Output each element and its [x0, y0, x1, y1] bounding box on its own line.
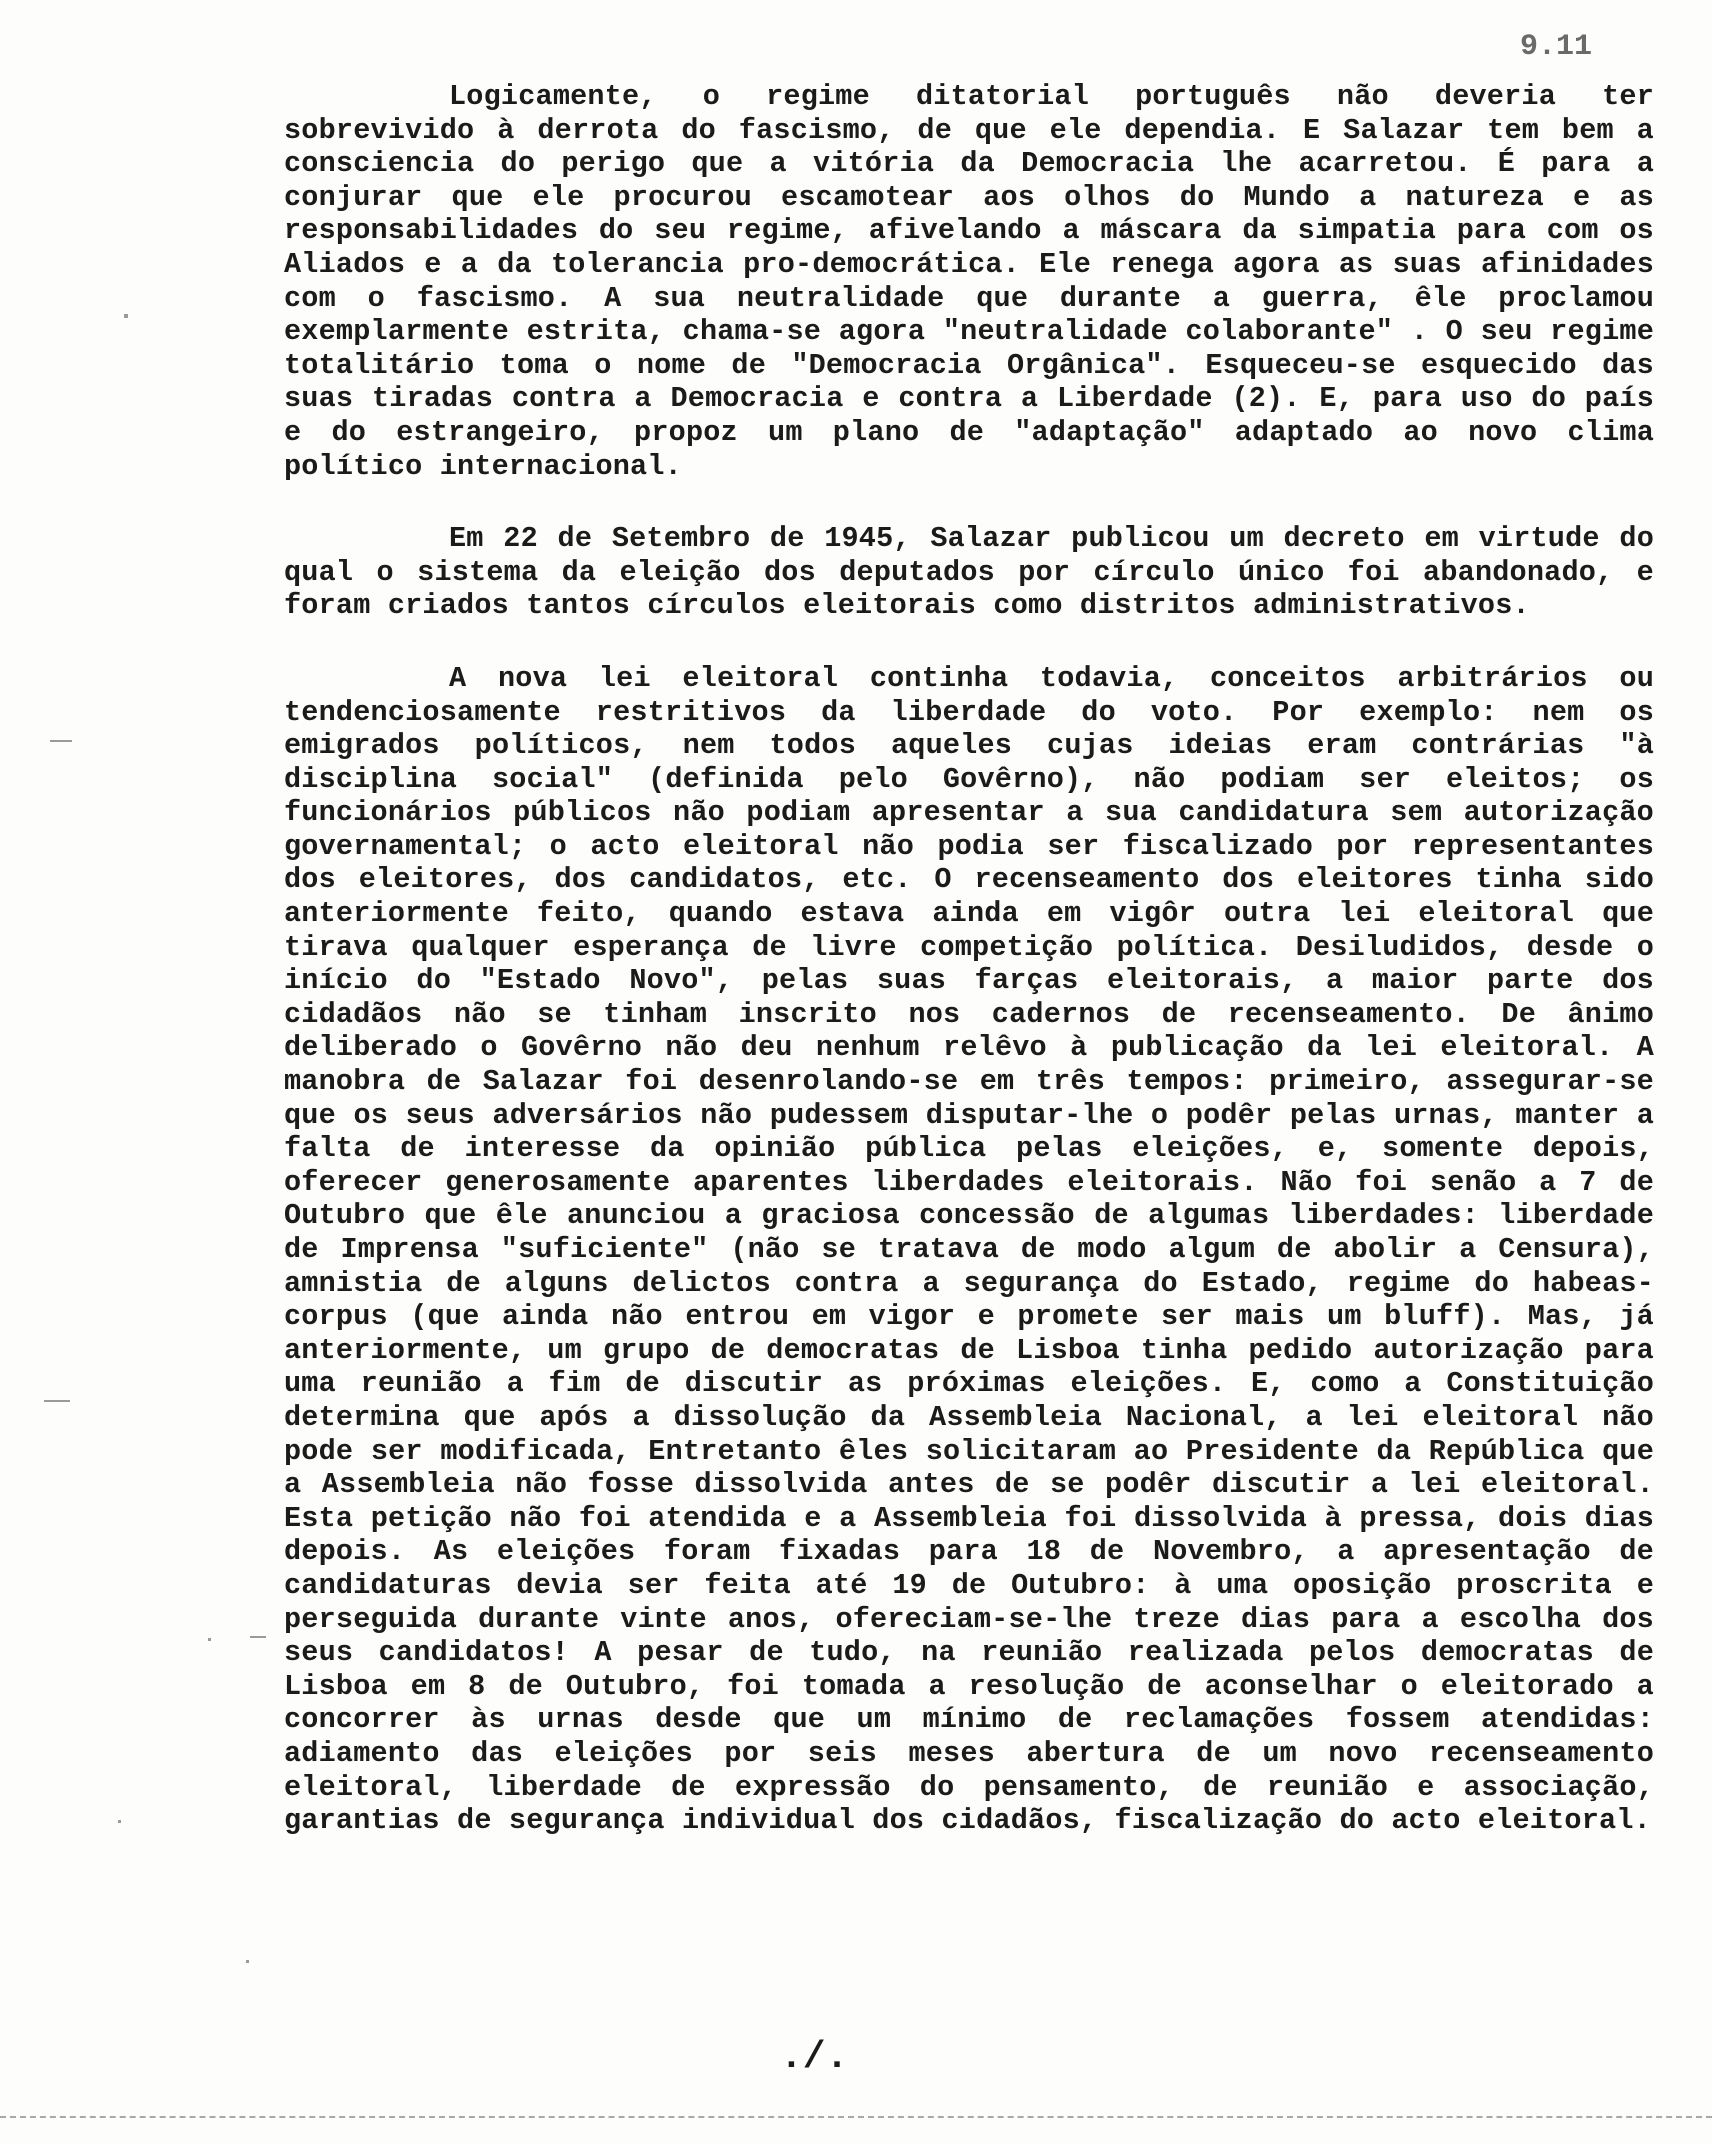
paragraph-2: Em 22 de Setembro de 1945, Salazar publicou um decreto em virtude do qual o sistema da eleição dos deputados por círculo único foi abandonado, e foram criados tantos círculos eleitorais como distritos administrativos. — [284, 522, 1654, 623]
document-body — [284, 80, 1654, 1838]
margin-dot — [118, 1820, 121, 1823]
margin-dot — [208, 1638, 211, 1641]
page-bottom-edge — [0, 2116, 1712, 2120]
page-number: 9.11 — [1519, 30, 1592, 64]
margin-dash — [44, 1400, 70, 1402]
margin-dot — [124, 314, 128, 318]
margin-dash — [250, 1636, 266, 1638]
paragraph-1: Logicamente, o regime ditatorial português não deveria ter sobrevivido à derrota do fascismo, de que ele dependia. E Salazar tem bem a consciencia do perigo que a vitória da Democracia lhe acarretou. É para a conjurar que ele procurou escamotear aos olhos do Mundo a natureza e as responsabilidades do seu regime, afivelando a máscara da simpatia para com os Aliados e a da tolerancia pro-democrática. Ele renega agora as suas afinidades com o fascismo. A sua neutralidade que durante a guerra, êle proclamou exemplarmente estrita, chama-se agora "neutralidade colaborante" . O seu regime totalitário toma o nome de "Democracia Orgânica". Esqueceu-se esquecido das suas tiradas contra a Democracia e contra a Liberdade (2). E, para uso do país e do estrangeiro, propoz um plano de "adaptação" adaptado ao novo clima político internacional. — [284, 80, 1654, 483]
continuation-mark: ./. — [780, 2036, 849, 2079]
margin-dot — [246, 1960, 249, 1963]
paragraph-3: A nova lei eleitoral continha todavia, conceitos arbitrários ou tendenciosamente restritivos da liberdade do voto. Por exemplo: nem os emigrados políticos, nem todos aqueles cujas ideias eram contrárias "à disciplina social" (definida pelo Govêrno), não podiam ser eleitos; os funcionários públicos não podiam apresentar a sua candidatura sem autorização governamental; o acto eleitoral não podia ser fiscalizado por representantes dos eleitores, dos candidatos, etc. O recenseamento dos eleitores tinha sido anteriormente feito, quando estava ainda em vigôr outra lei eleitoral que tirava qualquer esperança de livre competição política. Desiludidos, desde o início do "Estado Novo", pelas suas farças eleitorais, a maior parte dos cidadãos não se tinham inscrito nos cadernos de recenseamento. De ânimo deliberado o Govêrno não deu nenhum relêvo à publicação da lei eleitoral. A manobra de Salazar foi desenrolando-se em três tempos: primeiro, assegurar-se que os seus adversários não pudessem disputar-lhe o podêr pelas urnas, manter a falta de interesse da opinião pública pelas eleições, e, somente depois, oferecer generosamente aparentes liberdades eleitorais. Não foi senão a 7 de Outubro que êle anunciou a graciosa concessão de algumas liberdades: liberdade de Imprensa "suficiente" (não se tratava de modo algum de abolir a Censura), amnistia de alguns delictos contra a segurança do Estado, regime do habeas-corpus (que ainda não entrou em vigor e promete ser mais um bluff). Mas, já anteriormente, um grupo de democratas de Lisboa tinha pedido autorização para uma reunião a fim de discutir as próximas eleições. E, como a Constituição determina que após a dissolução da Assembleia Nacional, a lei eleitoral não pode ser modificada, Entretanto êles solicitaram ao Presidente da República que a Assembleia não fosse dissolvida antes de se podêr discutir a lei eleitoral. Esta petição não foi atendida e a Assembleia foi dissolvida à pressa, dois dias depois. As eleições foram fixadas para 18 de Novembro, a apresentação de candidaturas devia ser feita até 19 de Outubro: à uma oposição proscrita e perseguida durante vinte anos, ofereciam-se-lhe treze dias para a escolha dos seus candidatos! A pesar de tudo, na reunião realizada pelos democratas de Lisboa em 8 de Outubro, foi tomada a resolução de aconselhar o eleitorado a concorrer às urnas desde que um mínimo de reclamações fossem atendidas: adiamento das eleições por seis meses abertura de um novo recenseamento eleitoral, liberdade de expressão do pensamento, de reunião e associação, garantias de segurança individual dos cidadãos, fiscalização do acto eleitoral. — [284, 661, 1654, 1838]
margin-dash — [50, 740, 72, 742]
